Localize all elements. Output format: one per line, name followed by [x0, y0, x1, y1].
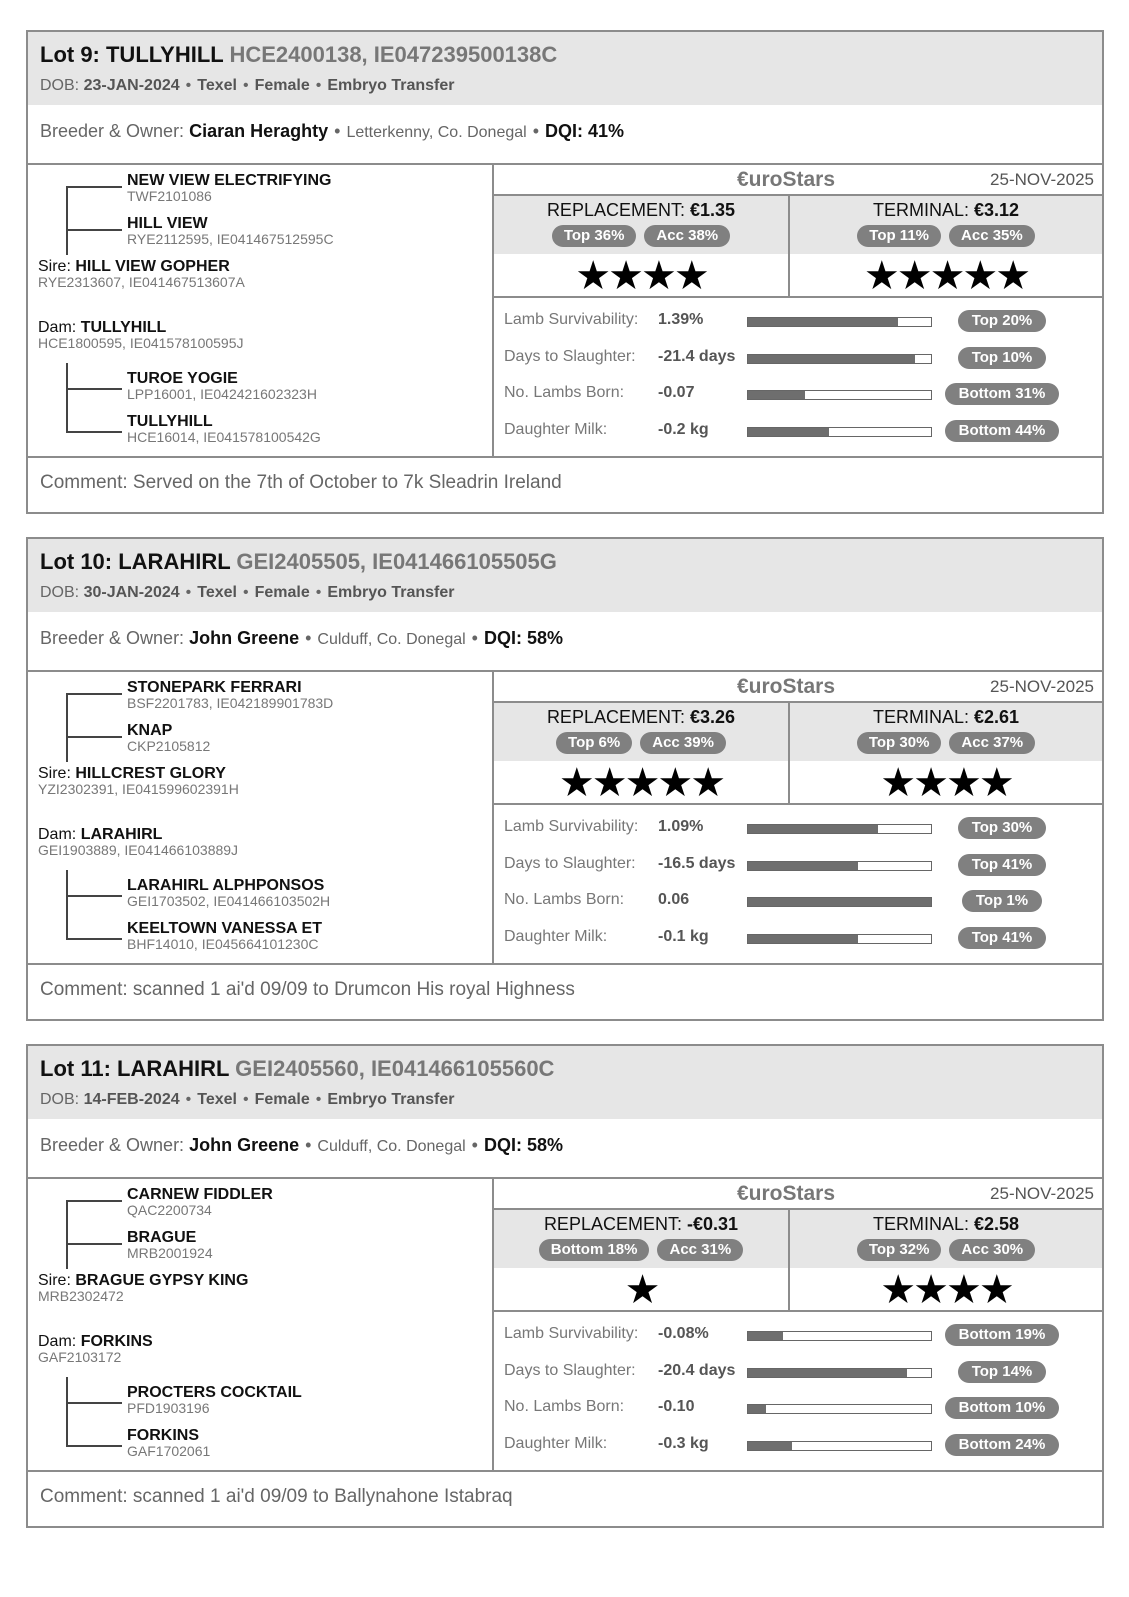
pedigree-line — [66, 363, 68, 431]
terminal-value: €2.61 — [973, 707, 1020, 727]
trait-rank-badge: Bottom 10% — [945, 1397, 1060, 1419]
replacement-star-icons: ★★★★★ — [558, 761, 724, 805]
sire-sire-reg: BSF2201783, IE042189901783D — [127, 695, 334, 711]
replacement-index — [494, 1210, 790, 1312]
lot-header — [28, 32, 1102, 105]
replacement-pills — [494, 732, 788, 754]
trait-value: -20.4 days — [658, 1362, 736, 1379]
dob-label: DOB: — [40, 1091, 80, 1108]
trait-rank-badge: Top 10% — [958, 347, 1047, 369]
replacement-value: €3.26 — [690, 707, 736, 727]
trait-bar-fill — [748, 391, 805, 399]
dam-dam — [127, 1427, 210, 1459]
lot-header — [28, 1046, 1102, 1119]
dam-dam — [127, 920, 322, 952]
method: Embryo Transfer — [327, 584, 455, 601]
lot-title — [40, 1056, 1090, 1082]
sire-label: Sire: — [38, 1272, 71, 1289]
replacement-star-icons: ★ — [624, 1268, 658, 1312]
trait-bar-fill — [748, 1332, 783, 1340]
terminal-acc-badge: Acc 35% — [949, 225, 1035, 247]
sire-sire — [127, 172, 331, 204]
terminal-index — [790, 1210, 1102, 1312]
trait-label: Days to Slaughter: — [504, 1362, 636, 1379]
replacement-rank-badge: Top 36% — [552, 225, 637, 247]
sire-dam-name: HILL VIEW — [127, 215, 208, 232]
trait-bar-fill — [748, 428, 829, 436]
lot-header — [28, 539, 1102, 612]
trait-bar — [747, 354, 932, 364]
terminal-value: €2.58 — [973, 1214, 1020, 1234]
eurostars-header — [494, 672, 1102, 703]
sire — [38, 765, 239, 797]
sire-sire — [127, 1186, 273, 1218]
sex: Female — [254, 584, 310, 601]
terminal-acc-badge: Acc 30% — [949, 1239, 1035, 1261]
trait-value: 0.06 — [658, 891, 690, 908]
dam — [38, 1333, 153, 1365]
eurostars-header — [494, 165, 1102, 196]
trait-rank-badge: Top 41% — [958, 854, 1047, 876]
eurostars-header — [494, 1179, 1102, 1210]
trait-row — [504, 1396, 1096, 1422]
terminal-acc-badge: Acc 37% — [949, 732, 1035, 754]
terminal-star-icons: ★★★★ — [880, 761, 1012, 805]
trait-value: -21.4 days — [658, 348, 736, 365]
trait-bar — [747, 1441, 932, 1451]
method: Embryo Transfer — [327, 1091, 455, 1108]
eurostars-date: 25-NOV-2025 — [990, 170, 1094, 189]
trait-label: Days to Slaughter: — [504, 855, 636, 872]
trait-row — [504, 382, 1096, 408]
lot-body — [28, 165, 1102, 458]
trait-row — [504, 926, 1096, 952]
pedigree-tree — [28, 1179, 494, 1472]
lot-ids: GEI2405560, IE041466105560C — [235, 1056, 555, 1081]
terminal-star-icons: ★★★★ — [880, 1268, 1012, 1312]
trait-rank-badge: Top 14% — [958, 1361, 1047, 1383]
pedigree-line — [66, 736, 122, 738]
trait-bar-fill — [748, 1442, 792, 1450]
trait-value: -0.3 kg — [658, 1435, 709, 1452]
trait-row — [504, 419, 1096, 445]
trait-value: -0.08% — [658, 1325, 709, 1342]
trait-bar-fill — [748, 862, 858, 870]
trait-rank-badge: Top 41% — [958, 927, 1047, 949]
terminal-index — [790, 196, 1102, 298]
sex: Female — [254, 77, 310, 94]
lot-name: Lot 9: TULLYHILL — [40, 42, 224, 67]
method: Embryo Transfer — [327, 77, 455, 94]
trait-row — [504, 889, 1096, 915]
dqi-value: DQI: 58% — [483, 1135, 564, 1155]
sire-dam-reg: MRB2001924 — [127, 1245, 213, 1261]
trait-label: Days to Slaughter: — [504, 348, 636, 365]
replacement-rank-badge: Bottom 18% — [539, 1239, 650, 1261]
replacement-acc-badge: Acc 38% — [644, 225, 730, 247]
replacement-value: -€0.31 — [687, 1214, 739, 1234]
sire-reg: MRB2302472 — [38, 1288, 124, 1304]
trait-bar-fill — [748, 935, 858, 943]
sire-name: HILLCREST GLORY — [75, 765, 226, 782]
trait-value: -0.07 — [658, 384, 695, 401]
sire — [38, 1272, 248, 1304]
dam-label: Dam: — [38, 826, 77, 843]
dam-label: Dam: — [38, 1333, 77, 1350]
terminal-rank-badge: Top 30% — [857, 732, 942, 754]
trait-bar — [747, 390, 932, 400]
pedigree-line — [66, 870, 68, 938]
dqi-value: DQI: 41% — [545, 121, 625, 141]
dob-value: 14-FEB-2024 — [83, 1091, 180, 1108]
trait-bar — [747, 824, 932, 834]
terminal-title — [790, 1214, 1102, 1235]
trait-row — [504, 853, 1096, 879]
pedigree-line — [66, 1201, 68, 1269]
lot-ids: HCE2400138, IE047239500138C — [229, 42, 558, 67]
eurostars-date: 25-NOV-2025 — [990, 1184, 1094, 1203]
trait-label: Lamb Survivability: — [504, 818, 639, 835]
trait-bar — [747, 861, 932, 871]
sire-sire-name: STONEPARK FERRARI — [127, 679, 302, 696]
replacement-acc-badge: Acc 39% — [640, 732, 726, 754]
pedigree-line — [66, 1445, 122, 1447]
pedigree-line — [66, 694, 68, 762]
replacement-label: REPLACEMENT: — [543, 1214, 682, 1234]
lot-comment: Comment: scanned 1 ai'd 09/09 to Ballynahone Istabraq — [40, 1486, 513, 1507]
trait-value: -0.1 kg — [658, 928, 709, 945]
dam-dam-reg: BHF14010, IE045664101230C — [127, 936, 319, 952]
lot-comment: Comment: scanned 1 ai'd 09/09 to Drumcon His royal Highness — [40, 979, 575, 1000]
sire-sire-reg: TWF2101086 — [127, 188, 212, 204]
lot-name: Lot 11: LARAHIRL — [40, 1056, 230, 1081]
terminal-label: TERMINAL: — [872, 1214, 969, 1234]
trait-value: -0.2 kg — [658, 421, 709, 438]
dam-reg: GEI1903889, IE041466103889J — [38, 842, 239, 858]
dam-label: Dam: — [38, 319, 77, 336]
trait-bar — [747, 897, 932, 907]
trait-value: 1.09% — [658, 818, 704, 835]
dam-sire-reg: GEI1703502, IE041466103502H — [127, 893, 331, 909]
replacement-label: REPLACEMENT: — [546, 707, 685, 727]
owner-label: Breeder & Owner: — [40, 628, 185, 648]
sire-sire-reg: QAC2200734 — [127, 1202, 212, 1218]
dam — [38, 826, 238, 858]
sire-dam — [127, 1229, 213, 1261]
lot-card — [26, 1044, 1104, 1528]
trait-bar — [747, 934, 932, 944]
lot-name: Lot 10: LARAHIRL — [40, 549, 231, 574]
trait-bar — [747, 1331, 932, 1341]
terminal-rank-badge: Top 11% — [857, 225, 941, 247]
trait-label: No. Lambs Born: — [504, 891, 625, 908]
trait-row — [504, 1360, 1096, 1386]
trait-bar-fill — [748, 898, 931, 906]
pedigree-line — [66, 187, 68, 255]
owner-row: Breeder & Owner: John Greene • Culduff, Co. Donegal • DQI: 58% — [28, 612, 1102, 672]
sire-label: Sire: — [38, 258, 71, 275]
trait-bar — [747, 427, 932, 437]
replacement-title — [494, 1214, 788, 1235]
pedigree-line — [66, 895, 122, 897]
sire-sire — [127, 679, 333, 711]
trait-row — [504, 346, 1096, 372]
owner-name: John Greene — [189, 628, 300, 648]
trait-label: No. Lambs Born: — [504, 1398, 625, 1415]
replacement-acc-badge: Acc 31% — [657, 1239, 743, 1261]
pedigree-line — [66, 1377, 68, 1445]
owner-row: Breeder & Owner: Ciaran Heraghty • Letterkenny, Co. Donegal • DQI: 41% — [28, 105, 1102, 165]
trait-row — [504, 1323, 1096, 1349]
dam-sire-reg: PFD1903196 — [127, 1400, 210, 1416]
owner-name: Ciaran Heraghty — [189, 121, 329, 141]
owner-name: John Greene — [189, 1135, 300, 1155]
eurostars-panel — [494, 672, 1102, 965]
trait-label: Daughter Milk: — [504, 1435, 608, 1452]
pedigree-line — [66, 229, 122, 231]
dob-value: 23-JAN-2024 — [83, 77, 180, 94]
trait-bar-fill — [748, 1369, 907, 1377]
dam-name: FORKINS — [80, 1333, 153, 1350]
sire-label: Sire: — [38, 765, 71, 782]
sire-name: HILL VIEW GOPHER — [75, 258, 230, 275]
lot-details: DOB: 14-FEB-2024 • Texel • Female • Embryo Transfer — [40, 1091, 455, 1108]
trait-label: No. Lambs Born: — [504, 384, 625, 401]
eurostars-logo: €uroStars — [736, 168, 836, 191]
dob-value: 30-JAN-2024 — [83, 584, 180, 601]
trait-rank-badge: Top 30% — [958, 817, 1047, 839]
pedigree-line — [66, 1402, 122, 1404]
breed: Texel — [197, 584, 237, 601]
replacement-rank-badge: Top 6% — [556, 732, 632, 754]
dam-sire — [127, 370, 317, 402]
trait-bar — [747, 1404, 932, 1414]
sire-sire-name: CARNEW FIDDLER — [127, 1186, 273, 1203]
eurostars-panel — [494, 1179, 1102, 1472]
sire-reg: YZI2302391, IE041599602391H — [38, 781, 239, 797]
sire-dam-name: BRAGUE — [127, 1229, 197, 1246]
terminal-star-icons: ★★★★★ — [863, 254, 1029, 298]
dam-sire-name: PROCTERS COCKTAIL — [127, 1384, 302, 1401]
trait-bar — [747, 1368, 932, 1378]
pedigree-line — [66, 431, 122, 433]
sex: Female — [254, 1091, 310, 1108]
trait-label: Daughter Milk: — [504, 421, 608, 438]
eurostars-panel — [494, 165, 1102, 458]
dam-dam-name: KEELTOWN VANESSA ET — [127, 920, 322, 937]
lot-ids: GEI2405505, IE041466105505G — [236, 549, 557, 574]
dqi-value: DQI: 58% — [483, 628, 564, 648]
sire-dam-reg: RYE2112595, IE041467512595C — [127, 231, 334, 247]
terminal-pills — [790, 732, 1102, 754]
sire — [38, 258, 245, 290]
trait-value: 1.39% — [658, 311, 704, 328]
dob-label: DOB: — [40, 584, 80, 601]
breed: Texel — [197, 77, 237, 94]
dam-dam-name: FORKINS — [127, 1427, 199, 1444]
owner-location: Culduff, Co. Donegal — [317, 1138, 466, 1155]
replacement-pills — [494, 225, 788, 247]
eurostars-date: 25-NOV-2025 — [990, 677, 1094, 696]
owner-row: Breeder & Owner: John Greene • Culduff, Co. Donegal • DQI: 58% — [28, 1119, 1102, 1179]
trait-rank-badge: Bottom 24% — [945, 1434, 1060, 1456]
trait-bar — [747, 317, 932, 327]
replacement-label: REPLACEMENT: — [546, 200, 685, 220]
terminal-index — [790, 703, 1102, 805]
owner-label: Breeder & Owner: — [40, 1135, 185, 1155]
lot-card — [26, 30, 1104, 514]
lot-details: DOB: 30-JAN-2024 • Texel • Female • Embryo Transfer — [40, 584, 455, 601]
owner-location: Letterkenny, Co. Donegal — [346, 124, 527, 141]
pedigree-line — [66, 693, 122, 695]
terminal-rank-badge: Top 32% — [857, 1239, 942, 1261]
replacement-star-icons: ★★★★ — [575, 254, 707, 298]
trait-label: Daughter Milk: — [504, 928, 608, 945]
sire-sire-name: NEW VIEW ELECTRIFYING — [127, 172, 332, 189]
sire-dam — [127, 215, 334, 247]
dam-sire — [127, 877, 330, 909]
dam-sire-reg: LPP16001, IE042421602323H — [127, 386, 317, 402]
dam-dam-reg: HCE16014, IE041578100542G — [127, 429, 321, 445]
lot-title — [40, 549, 1090, 575]
trait-bar-fill — [748, 355, 915, 363]
trait-value: -0.10 — [658, 1398, 695, 1415]
replacement-value: €1.35 — [690, 200, 736, 220]
dam-name: TULLYHILL — [80, 319, 167, 336]
trait-rank-badge: Bottom 44% — [945, 420, 1060, 442]
trait-row — [504, 309, 1096, 335]
terminal-label: TERMINAL: — [872, 707, 969, 727]
trait-row — [504, 1433, 1096, 1459]
breed: Texel — [197, 1091, 237, 1108]
dob-label: DOB: — [40, 77, 80, 94]
trait-rank-badge: Top 20% — [958, 310, 1047, 332]
dam-name: LARAHIRL — [80, 826, 163, 843]
replacement-pills — [494, 1239, 788, 1261]
dam — [38, 319, 244, 351]
replacement-title — [494, 200, 788, 221]
replacement-index — [494, 703, 790, 805]
lot-body — [28, 672, 1102, 965]
trait-rank-badge: Bottom 19% — [945, 1324, 1060, 1346]
pedigree-line — [66, 186, 122, 188]
eurostars-logo: €uroStars — [736, 675, 836, 698]
pedigree-line — [66, 938, 122, 940]
pedigree-line — [66, 1200, 122, 1202]
dam-dam — [127, 413, 321, 445]
pedigree-tree — [28, 672, 494, 965]
pedigree-line — [66, 1243, 122, 1245]
sire-name: BRAGUE GYPSY KING — [75, 1272, 249, 1289]
trait-row — [504, 816, 1096, 842]
dam-dam-reg: GAF1702061 — [127, 1443, 211, 1459]
pedigree-tree — [28, 165, 494, 458]
dam-sire-name: TUROE YOGIE — [127, 370, 238, 387]
dam-sire — [127, 1384, 302, 1416]
lot-details: DOB: 23-JAN-2024 • Texel • Female • Embryo Transfer — [40, 77, 455, 94]
lot-body — [28, 1179, 1102, 1472]
sire-dam — [127, 722, 210, 754]
replacement-title — [494, 707, 788, 728]
trait-label: Lamb Survivability: — [504, 1325, 639, 1342]
sire-reg: RYE2313607, IE041467513607A — [38, 274, 245, 290]
owner-location: Culduff, Co. Donegal — [317, 631, 466, 648]
terminal-pills — [790, 225, 1102, 247]
owner-label: Breeder & Owner: — [40, 121, 185, 141]
sire-dam-name: KNAP — [127, 722, 173, 739]
trait-value: -16.5 days — [658, 855, 736, 872]
trait-bar-fill — [748, 1405, 766, 1413]
trait-label: Lamb Survivability: — [504, 311, 639, 328]
terminal-value: €3.12 — [973, 200, 1020, 220]
terminal-label: TERMINAL: — [872, 200, 969, 220]
trait-bar-fill — [748, 825, 878, 833]
lot-card — [26, 537, 1104, 1021]
terminal-pills — [790, 1239, 1102, 1261]
dam-reg: GAF2103172 — [38, 1349, 122, 1365]
terminal-title — [790, 200, 1102, 221]
sire-dam-reg: CKP2105812 — [127, 738, 211, 754]
trait-rank-badge: Bottom 31% — [945, 383, 1060, 405]
lot-comment: Comment: Served on the 7th of October to 7k Sleadrin Ireland — [40, 472, 562, 493]
dam-dam-name: TULLYHILL — [127, 413, 213, 430]
replacement-index — [494, 196, 790, 298]
dam-sire-name: LARAHIRL ALPHPONSOS — [127, 877, 325, 894]
lot-title — [40, 42, 1090, 68]
terminal-title — [790, 707, 1102, 728]
trait-bar-fill — [748, 318, 898, 326]
pedigree-line — [66, 388, 122, 390]
dam-reg: HCE1800595, IE041578100595J — [38, 335, 244, 351]
trait-rank-badge: Top 1% — [962, 890, 1042, 912]
eurostars-logo: €uroStars — [736, 1182, 836, 1205]
